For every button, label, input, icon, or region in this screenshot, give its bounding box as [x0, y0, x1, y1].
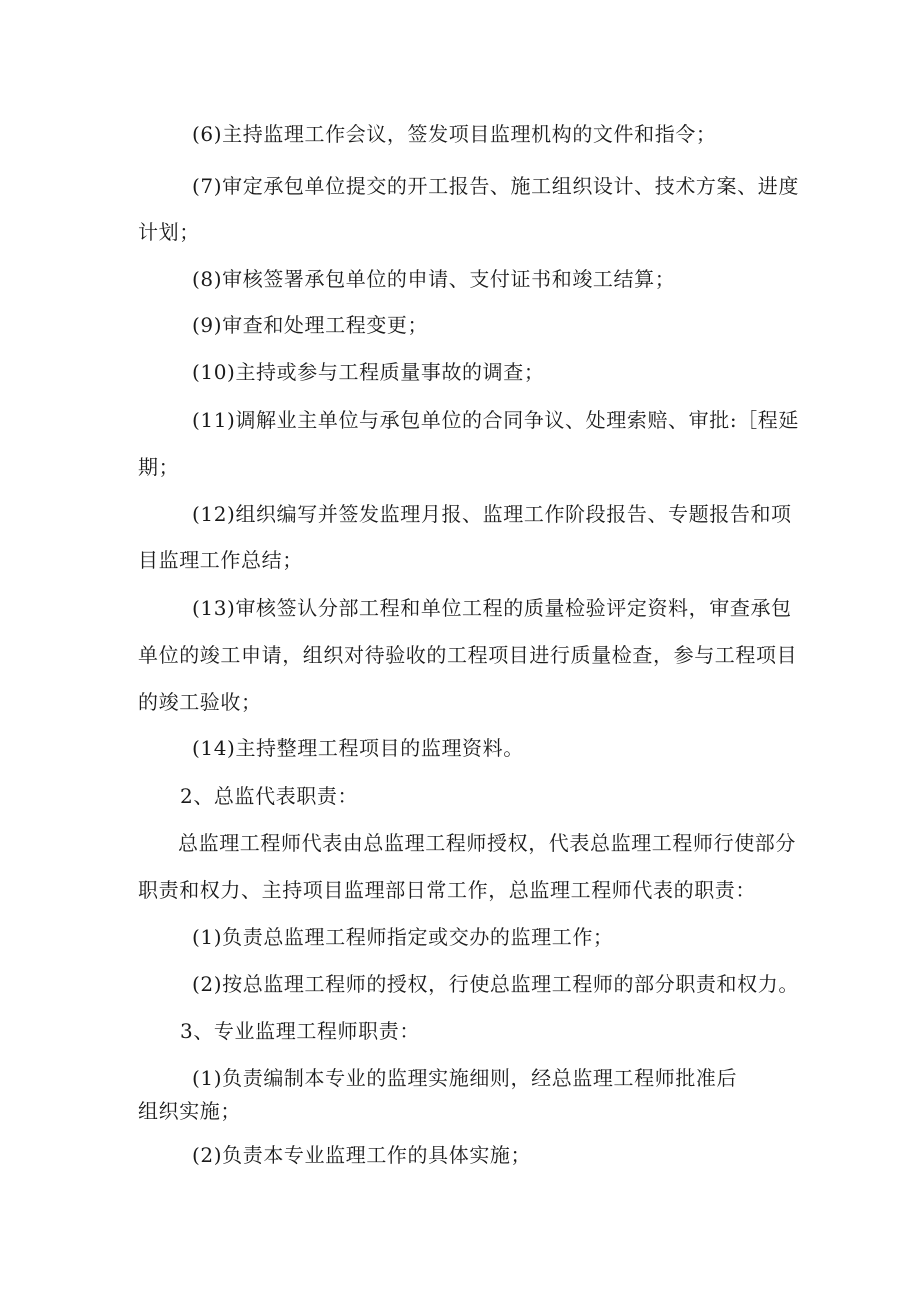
section-heading-3: 3、专业监理工程师职责：	[180, 1019, 420, 1043]
section-heading-2: 2、总监代表职责：	[180, 784, 359, 808]
duty-item-12-cont: 目监理工作总结；	[138, 548, 303, 572]
duty-item-8: (8)审核签署承包单位的申请、支付证书和竣工结算；	[192, 267, 676, 291]
section-2-paragraph-cont: 职责和权力、主持项目监理部日常工作，总监理工程师代表的职责：	[138, 878, 756, 902]
duty-item-9: (9)审查和处理工程变更；	[192, 313, 429, 337]
duty-item-11: (11)调解业主单位与承包单位的合同争议、处理索赔、审批:［程延	[192, 408, 799, 432]
section-2-paragraph: 总监理工程师代表由总监理工程师授权，代表总监理工程师行使部分	[178, 831, 796, 855]
duty-item-12: (12)组织编写并签发监理月报、监理工作阶段报告、专题报告和项	[192, 502, 792, 526]
duty-item-7: (7)审定承包单位提交的开工报告、施工组织设计、技术方案、进度	[192, 174, 799, 198]
duty-item-10: (10)主持或参与工程质量事故的调查；	[192, 360, 545, 384]
deputy-duty-1: (1)负责总监理工程师指定或交办的监理工作；	[192, 925, 614, 949]
specialist-duty-2: (2)负责本专业监理工作的具体实施；	[192, 1143, 532, 1167]
duty-item-13-cont-1: 单位的竣工申请，组织对待验收的工程项目进行质量检查，参与工程项目	[138, 643, 798, 667]
deputy-duty-2: (2)按总监理工程师的授权，行使总监理工程师的部分职责和权力。	[192, 972, 799, 996]
duty-item-7-cont: 计划；	[138, 220, 200, 244]
duty-item-6: (6)主持监理工作会议，签发项目监理机构的文件和指令；	[192, 122, 717, 146]
specialist-duty-1-cont: 组织实施；	[138, 1099, 241, 1123]
duty-item-14: (14)主持整理工程项目的监理资料。	[192, 736, 524, 760]
specialist-duty-1: (1)负责编制本专业的监理实施细则，经总监理工程师批准后	[192, 1066, 738, 1090]
duty-item-13-cont-2: 的竣工验收；	[138, 690, 262, 714]
duty-item-13: (13)审核签认分部工程和单位工程的质量检验评定资料，审查承包	[192, 596, 792, 620]
duty-item-11-cont: 期；	[138, 455, 180, 479]
